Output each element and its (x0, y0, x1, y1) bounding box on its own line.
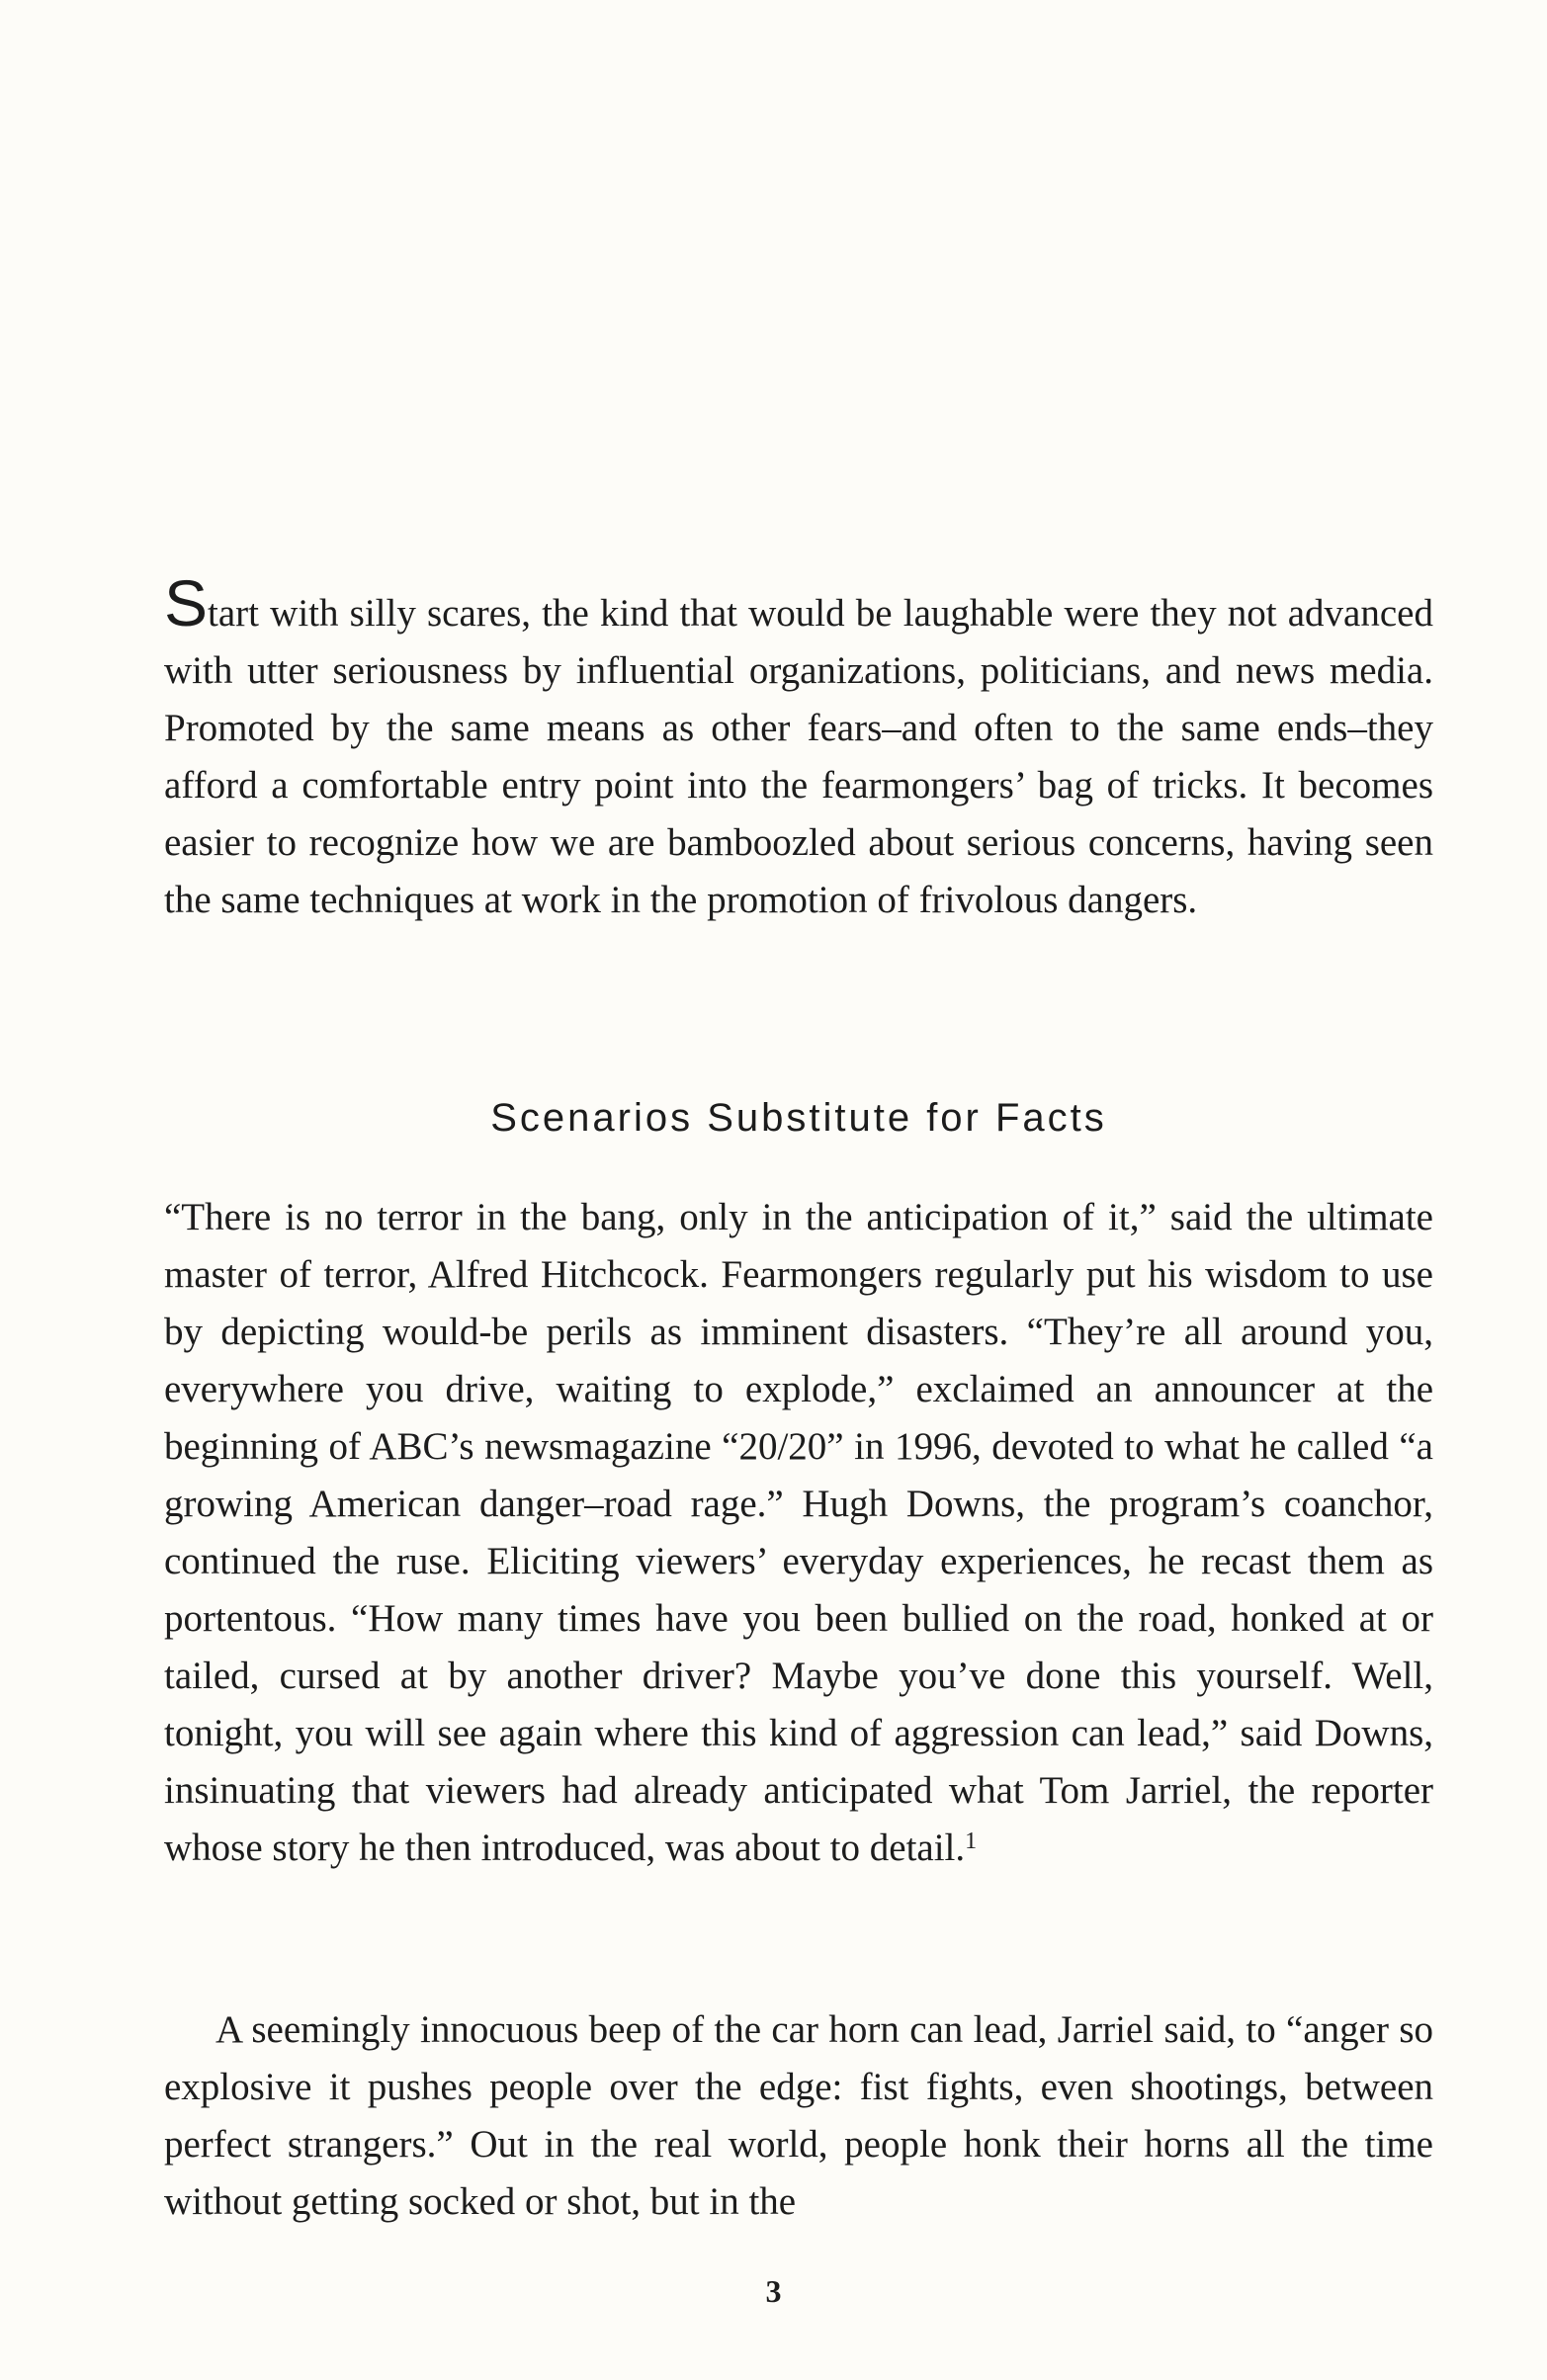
page-number: 3 (765, 2273, 782, 2309)
intro-paragraph (164, 566, 1433, 929)
body-paragraph-1 (164, 1189, 1433, 1877)
intro-text: tart with silly scares, the kind that would be laughable were they not advanced with utter seriousness by influential organizations, politicians, and news media. Promoted by the same means as other fears–and often to the same ends–they afford a comfortable entry point into the fearmongers’ bag of tricks. It becomes easier to recognize how we are bamboozled about serious concerns, having seen the same techniques at work in the promotion of frivolous dangers. (164, 592, 1433, 921)
body-paragraph-1-text: “There is no terror in the bang, only in the anticipation of it,” said the ultimate master of terror, Alfred Hitchcock. Fearmongers regularly put his wisdom to use by depicting would-be perils as imminent disasters. “They’re all around you, everywhere you drive, waiting to explode,” exclaimed an announcer at the beginning of ABC’s newsmagazine “20/20” in 1996, devoted to what he called “a growing American danger–road rage.” Hugh Downs, the program’s coanchor, continued the ruse. Eliciting viewers’ everyday experiences, he recast them as portentous. “How many times have you been bullied on the road, honked at or tailed, cursed at by another driver? Maybe you’ve done this yourself. Well, tonight, you will see again where this kind of aggression can lead,” said Downs, insinuating that viewers had already anticipated what Tom Jarriel, the reporter whose story he then introduced, was about to detail. (164, 1196, 1433, 1869)
drop-cap: S (164, 566, 209, 639)
section-heading: Scenarios Substitute for Facts (490, 1096, 1107, 1140)
footnote-marker: 1 (965, 1828, 978, 1854)
body-paragraph-2: A seemingly innocuous beep of the car horn can lead, Jarriel said, to “anger so explosive it pushes people over the edge: fist fights, even shootings, between perfect strangers.” Out in the real world, people honk their horns all the time without getting socked or shot, but in the (164, 2008, 1433, 2223)
